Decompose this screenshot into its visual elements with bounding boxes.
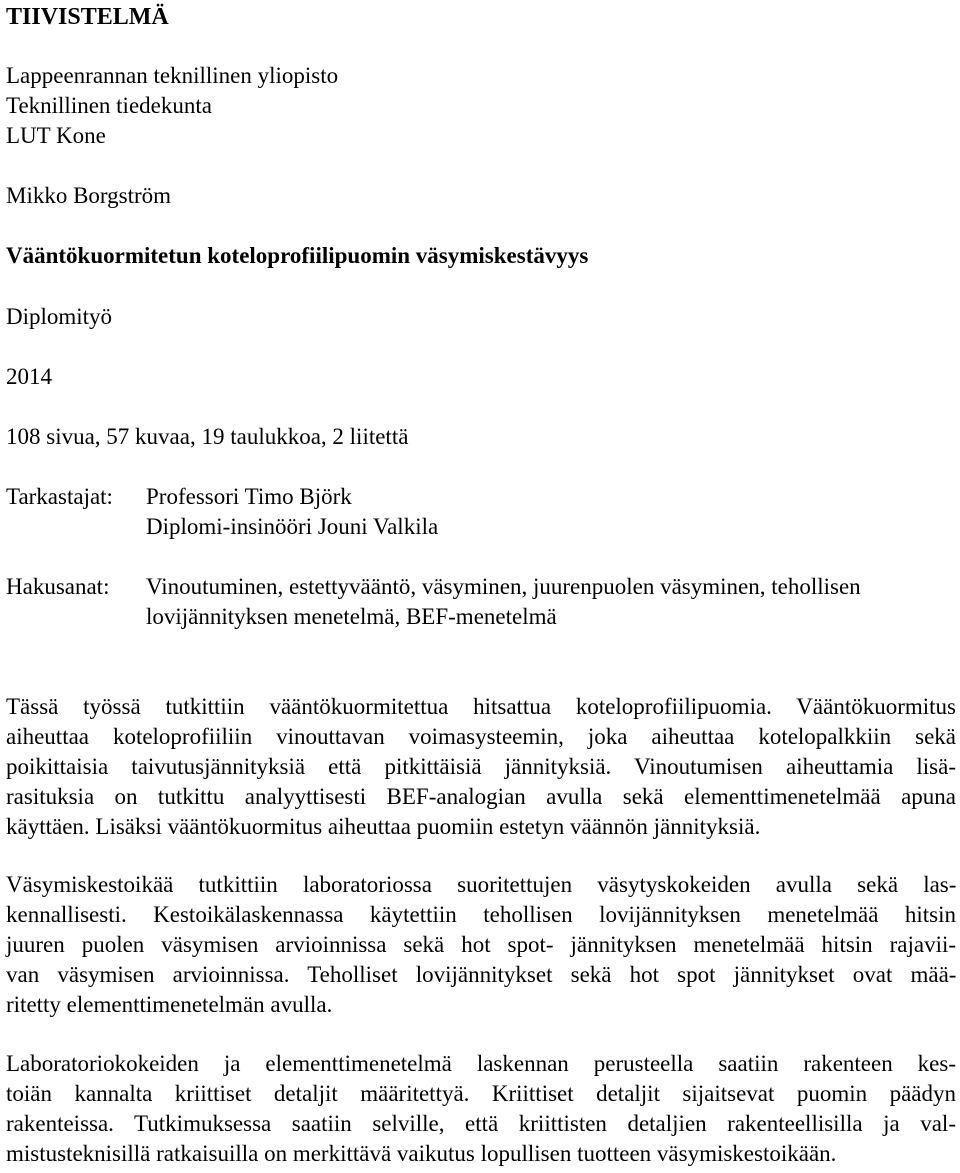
paragraph-line: mistusteknisillä ratkaisuilla on merkittävä vaikutus lopullisen tuotteen väsymiskestoikään. — [6, 1141, 837, 1166]
thesis-year: 2014 — [6, 364, 52, 389]
keywords-line: lovijännityksen menetelmä, BEF-menetelmä — [146, 604, 557, 629]
keywords-label: Hakusanat: — [6, 574, 110, 599]
examiners-label: Tarkastajat: — [6, 484, 113, 509]
thesis-extent: 108 sivua, 57 kuvaa, 19 taulukkoa, 2 liitettä — [6, 424, 409, 449]
paragraph-line: ritetty elementtimenetelmän avulla. — [6, 992, 333, 1017]
page-heading: TIIVISTELMÄ — [6, 4, 169, 30]
paragraph-line: juuren puolen väsymisen arvioinnissa sekä hot spot- jännityksen menetelmää hitsin rajavii- — [6, 932, 957, 957]
examiner-name: Professori Timo Björk — [146, 484, 352, 509]
institution-faculty: Teknillinen tiedekunta — [6, 93, 212, 118]
thesis-type: Diplomityö — [6, 304, 113, 329]
paragraph-line: poikittaisia taivutusjännityksiä että pitkittäisiä jännityksiä. Vinoutumisen aiheuttamia lisä- — [6, 754, 956, 779]
paragraph-line: aiheuttaa koteloprofiiliin vinouttavan voimasysteemin, joka aiheuttaa kotelopalkkiin sekä — [6, 724, 956, 749]
keywords-list — [146, 572, 958, 632]
paragraph-line: Tässä työssä tutkittiin vääntökuormitettua hitsattua koteloprofiilipuomia. Vääntökuormitus — [6, 694, 956, 719]
abstract-paragraph-3 — [6, 1049, 956, 1169]
institution-department: LUT Kone — [6, 123, 106, 148]
paragraph-line: Väsymiskestoikää tutkittiin laboratoriossa suoritettujen väsytyskokeiden avulla sekä las- — [6, 872, 957, 897]
paragraph-line: van väsymisen arvioinnissa. Teholliset lovijännitykset sekä hot spot jännitykset ovat mää- — [6, 962, 957, 987]
paragraph-line: rakenteissa. Tutkimuksessa saatiin selville, että kriittisten detaljien rakenteellisilla ja val- — [6, 1111, 956, 1136]
paragraph-line: käyttäen. Lisäksi vääntökuormitus aiheuttaa puomiin estetyn väännön jännityksiä. — [6, 814, 761, 839]
examiners-list — [146, 482, 958, 542]
paragraph-line: rasituksia on tutkittu analyyttisesti BEF-analogian avulla sekä elementtimenetelmää apuna — [6, 784, 956, 809]
keywords-line: Vinoutuminen, estettyvääntö, väsyminen, juurenpuolen väsyminen, tehollisen — [146, 574, 861, 599]
paragraph-line: Laboratoriokokeiden ja elementtimenetelmä laskennan perusteella saatiin rakenteen kes- — [6, 1051, 956, 1076]
author-name: Mikko Borgström — [6, 183, 172, 208]
thesis-title: Vääntökuormitetun koteloprofiilipuomin väsymiskestävyys — [6, 243, 589, 268]
examiner-name: Diplomi-insinööri Jouni Valkila — [146, 514, 439, 539]
abstract-paragraph-1 — [6, 692, 956, 842]
abstract-paragraph-2 — [6, 870, 956, 1020]
paragraph-line: toiän kannalta kriittiset detaljit määritettyä. Kriittiset detaljit sijaitsevat puomin päädyn — [6, 1081, 956, 1106]
paragraph-line: kennallisesti. Kestoikälaskennassa käytettiin tehollisen lovijännityksen menetelmää hitsin — [6, 902, 956, 927]
institution-university: Lappeenrannan teknillinen yliopisto — [6, 63, 339, 88]
